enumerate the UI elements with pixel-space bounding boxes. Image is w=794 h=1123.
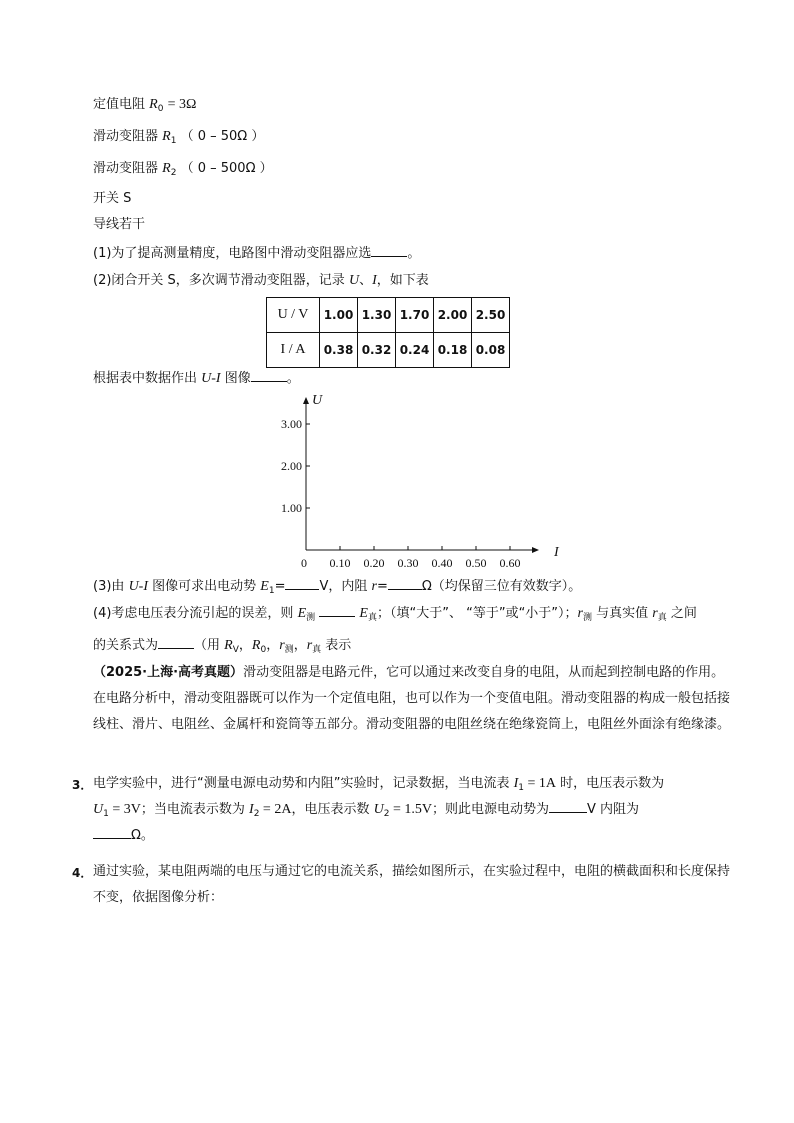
answer-blank-resistance[interactable] [388, 577, 422, 590]
passage-text: 滑动变阻器是电路元件，它可以通过来改变自身的电阻，从而起到控制电路的作用。在电路分析中，滑动变阻器既可以作为一个定值电阻，也可以作为一个变值电阻。滑动变阻器的构成一般包括接线柱、滑片、电阻丝、金属杆和瓷筒等五部分。滑动变阻器的电阻丝绕在绝缘瓷筒上，电阻丝外面涂有绝缘漆。 [93, 665, 731, 732]
punctuation: 。 [286, 371, 300, 386]
subscript: 1 [170, 136, 177, 146]
problem-text: V 内阻为 [586, 802, 639, 817]
subscript: 0 [260, 645, 267, 655]
answer-blank-emf[interactable] [285, 577, 319, 590]
subscript: 2 [383, 809, 390, 819]
question-4 [93, 604, 697, 623]
question-text: ；（填“大于”、 “等于”或“小于”）； [377, 606, 578, 621]
question-text: (2)闭合开关 S，多次调节滑动变阻器，记录 [93, 273, 349, 288]
problem-text: 时，电压表示数为 [556, 776, 665, 791]
table-cell: 2.00 [434, 298, 472, 333]
graph-prompt [93, 369, 300, 388]
symbol: R [162, 161, 171, 176]
x-tick-label: 0.20 [363, 556, 385, 570]
component-value: = 3Ω [167, 97, 197, 112]
answer-blank-emf-compare[interactable] [319, 604, 355, 617]
table-cell: 1.00 [320, 298, 358, 333]
value: = 2A [259, 802, 292, 817]
question-text: （用 [194, 638, 225, 653]
subscript: 测 [583, 613, 593, 623]
table-cell: 0.24 [396, 333, 434, 368]
table-header: I / A [267, 333, 320, 368]
symbol-rv: R [224, 638, 233, 653]
subscript: 2 [253, 809, 260, 819]
component-r1 [93, 128, 264, 146]
y-tick-label: 3.00 [281, 417, 302, 431]
component-label: 定值电阻 [93, 97, 146, 112]
value: = 1.5V [389, 802, 432, 817]
table-cell: 2.50 [472, 298, 510, 333]
equals: = [376, 579, 388, 594]
symbol-r-measured: r [279, 638, 285, 653]
question-text: Ω（均保留三位有效数字）。 [421, 579, 582, 594]
subscript: 1 [103, 809, 109, 819]
ui-graph [260, 388, 559, 578]
x-tick-label: 0.40 [431, 556, 453, 570]
answer-blank-resistance[interactable] [93, 826, 131, 839]
table-cell: 1.70 [396, 298, 434, 333]
symbol-i1: I [513, 776, 519, 791]
component-label: 滑动变阻器 [93, 129, 159, 144]
answer-blank[interactable] [371, 244, 407, 257]
x-tick-label: 0.30 [397, 556, 419, 570]
symbol-i2: I [249, 802, 254, 817]
subscript: 1 [268, 586, 275, 596]
passage [93, 660, 733, 738]
separator: ， [293, 638, 307, 653]
question-2 [93, 272, 429, 290]
x-tick-label: 0.60 [499, 556, 521, 570]
question-text: (4)考虑电压表分流引起的误差，则 [93, 606, 298, 621]
component-label: 滑动变阻器 [93, 161, 159, 176]
table-cell: 1.30 [358, 298, 396, 333]
component-r2 [93, 160, 273, 178]
symbol-u: U [348, 273, 360, 288]
subscript: 1 [518, 783, 525, 793]
y-tick-label: 2.00 [281, 459, 302, 473]
question-text: 之间 [666, 606, 697, 621]
symbol-ui: U-I [201, 371, 221, 386]
table-header: U / V [267, 298, 320, 333]
x-tick-label: 0.50 [465, 556, 487, 570]
symbol-e-true: E [359, 606, 368, 621]
table-cell: 0.18 [434, 333, 472, 368]
problem-4: 通过实验，某电阻两端的电压与通过它的电流关系，描绘如图所示，在实验过程中，电阻的横截面积和长度保持不变，依据图像分析： [93, 864, 731, 905]
question-4-continued [93, 636, 351, 655]
symbol-u2: U [373, 802, 384, 817]
table-cell: 0.38 [320, 333, 358, 368]
symbol-u1: U [93, 802, 104, 817]
question-text: (1)为了提高测量精度，电路图中滑动变阻器应选 [93, 246, 372, 261]
subscript: 0 [157, 104, 164, 114]
problem-text: Ω。 [131, 828, 154, 843]
question-3 [93, 577, 581, 596]
table-row-voltage [267, 298, 510, 333]
symbol-e: E [260, 579, 269, 594]
prompt-text: 图像 [220, 371, 251, 386]
separator: ， [266, 638, 280, 653]
value: = 3V [108, 802, 141, 817]
y-axis-label: U [312, 393, 323, 408]
separator: 、 [359, 273, 373, 288]
symbol-e-measured: E [297, 606, 307, 621]
table-cell: 0.32 [358, 333, 396, 368]
subscript: 真 [657, 613, 667, 623]
question-text: 的关系式为 [93, 638, 159, 653]
question-text: V，内阻 [319, 579, 372, 594]
problem-text: ；当电流表示数为 [140, 802, 250, 817]
table-row-current [267, 333, 510, 368]
question-text: 与真实值 [592, 606, 653, 621]
symbol-r0: R [251, 638, 261, 653]
equals: = [274, 579, 286, 594]
separator: ， [238, 638, 252, 653]
x-tick-label: 0.10 [329, 556, 351, 570]
component-wires: 导线若干 [93, 217, 146, 232]
punctuation: 。 [407, 246, 421, 261]
question-text: ，如下表 [376, 273, 429, 288]
subscript: 2 [170, 168, 177, 178]
value: = 1A [524, 776, 557, 791]
component-value: （ 0 – 50Ω ） [180, 129, 265, 144]
subscript: V [232, 645, 239, 655]
symbol-i: I [372, 273, 377, 288]
component-value: （ 0 – 500Ω ） [180, 161, 273, 176]
answer-blank[interactable] [251, 369, 287, 382]
data-table [266, 297, 510, 368]
symbol-r-measured: r [577, 606, 583, 621]
problem-text: ，电压表示数 [291, 802, 374, 817]
symbol: R [162, 129, 171, 144]
subscript: 真 [367, 613, 377, 623]
subscript: 测 [306, 613, 316, 623]
symbol-r-true: r [306, 638, 313, 653]
problem-3 [93, 771, 733, 849]
problem-number: 3． [72, 778, 93, 792]
table-cell: 0.08 [472, 333, 510, 368]
x-tick-label: 0 [301, 556, 307, 570]
passage-source: （2025·上海·高考真题） [93, 665, 244, 680]
question-text: 表示 [321, 638, 352, 653]
x-axis-label: I [554, 545, 559, 560]
component-switch: 开关 S [93, 191, 132, 206]
prompt-text: 根据表中数据作出 [93, 371, 202, 386]
problem-number: 4． [72, 866, 93, 880]
question-text: (3)由 [93, 579, 129, 594]
problem-text: 电学实验中，进行“测量电源电动势和内阻”实验时，记录数据，当电流表 [93, 776, 514, 791]
symbol-r-true: r [652, 606, 658, 621]
question-1 [93, 244, 420, 263]
symbol: R [149, 97, 158, 112]
answer-blank-relation[interactable] [158, 636, 194, 649]
problem-text: ；则此电源电动势为 [431, 802, 549, 817]
subscript: 测 [284, 645, 294, 655]
symbol-r: r [371, 579, 377, 594]
symbol-ui: U-I [128, 579, 148, 594]
question-text: 图像可求出电动势 [148, 579, 261, 594]
component-r0 [93, 96, 196, 114]
subscript: 真 [312, 645, 322, 655]
y-tick-label: 1.00 [281, 501, 302, 515]
answer-blank-emf[interactable] [549, 800, 587, 813]
